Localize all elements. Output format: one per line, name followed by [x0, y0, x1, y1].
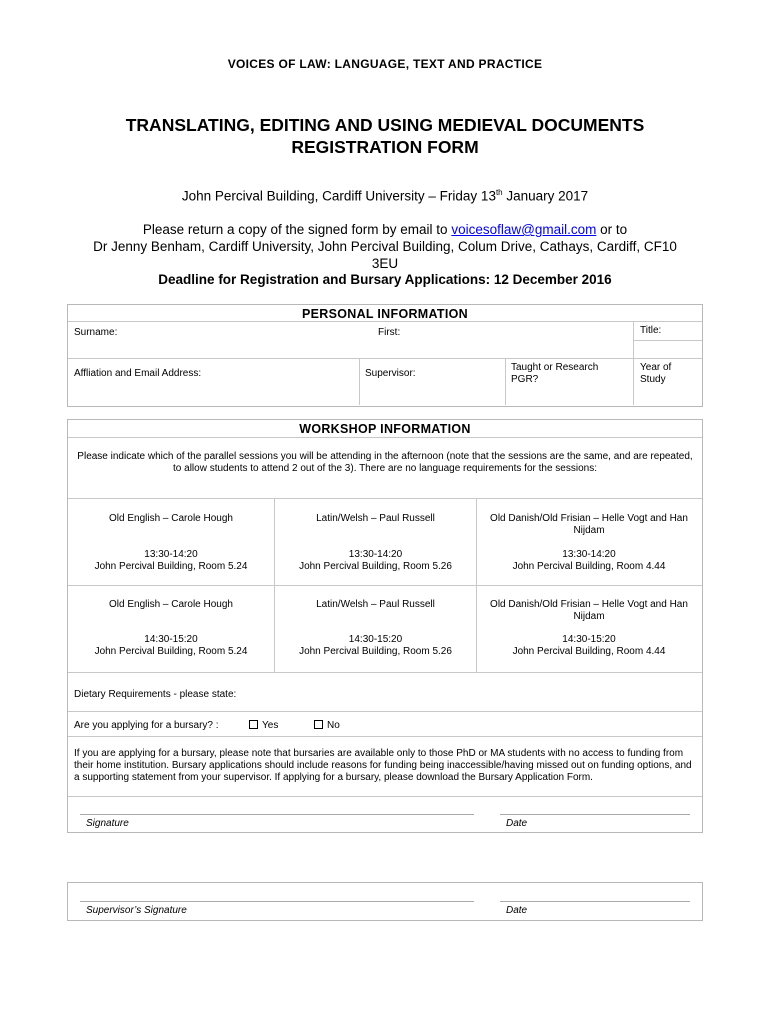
session-time: 14:30-15:20: [562, 634, 616, 645]
year-label-1: Year of: [640, 362, 672, 373]
session-cell[interactable]: [68, 599, 274, 658]
supervisor-signature-field[interactable]: Supervisor’s Signature: [86, 905, 187, 916]
divider: [505, 359, 506, 405]
date-field[interactable]: Date: [506, 818, 528, 829]
intro-line-2: to allow students to attend 2 out of the 3). There are no language requirements for the sessions:: [173, 463, 597, 474]
session-cell[interactable]: [482, 599, 696, 658]
bursary-note: [74, 748, 698, 784]
session-cell[interactable]: [275, 599, 476, 658]
session-time: 14:30-15:20: [144, 634, 198, 645]
supervisor-date-field[interactable]: Date: [506, 905, 528, 916]
taught-or-research-field[interactable]: [511, 362, 598, 386]
session-time: 13:30-14:20: [562, 549, 616, 560]
divider: [68, 585, 702, 586]
divider: [68, 437, 702, 438]
bursary-question: Are you applying for a bursary? :: [74, 720, 219, 731]
session-title: Latin/Welsh – Paul Russell: [316, 599, 435, 610]
session-title: Old English – Carole Hough: [109, 513, 233, 524]
divider: [633, 322, 634, 405]
session-cell[interactable]: [275, 513, 476, 573]
session-room: John Percival Building, Room 4.44: [512, 646, 666, 657]
bursary-note-line-3: a supporting statement from your supervisor. If applying for a bursary, please download the Bursary Application Form.: [74, 772, 593, 783]
year-of-study-field[interactable]: [640, 362, 671, 386]
divider: [68, 672, 702, 673]
session-title: Old Danish/Old Frisian – Helle Vogt and Han Nijdam: [490, 599, 688, 622]
session-title: Old Danish/Old Frisian – Helle Vogt and Han Nijdam: [490, 513, 688, 536]
bursary-note-line-2: their home institution. Bursary applications should include reasons for funding being inaccessible/having missed out on funding options, and: [74, 760, 692, 771]
dietary-requirements-field[interactable]: Dietary Requirements - please state:: [74, 689, 237, 700]
venue-text: John Percival Building, Cardiff University – Friday 13: [181, 188, 496, 204]
session-title: Old English – Carole Hough: [109, 599, 233, 610]
session-cell[interactable]: [482, 513, 696, 573]
return-suffix: or to: [596, 222, 628, 237]
divider: [68, 711, 702, 712]
divider: [476, 499, 477, 672]
title-line-2: REGISTRATION FORM: [291, 137, 479, 157]
signature-line: [80, 814, 474, 815]
workshop-information-heading: WORKSHOP INFORMATION: [299, 422, 471, 436]
address-line-1: Dr Jenny Benham, Cardiff University, John Percival Building, Colum Drive, Cathays, Cardiff, CF10: [93, 239, 677, 254]
taught-label-1: Taught or Research: [511, 362, 599, 373]
session-room: John Percival Building, Room 5.26: [299, 561, 452, 572]
series-header: VOICES OF LAW: LANGUAGE, TEXT AND PRACTICE: [227, 57, 543, 71]
session-room: John Percival Building, Room 5.26: [299, 646, 452, 657]
supervisor-signature-line: [80, 901, 474, 902]
no-label: No: [327, 720, 340, 731]
document-title: [0, 114, 770, 158]
address-line-2: 3EU: [371, 256, 399, 271]
bursary-yes-option[interactable]: [249, 720, 278, 732]
session-room: John Percival Building, Room 4.44: [512, 561, 666, 572]
intro-line-1: Please indicate which of the parallel sessions you will be attending in the afternoon (note that the sessions are the same, and are repeated,: [77, 451, 693, 462]
affiliation-email-field[interactable]: Affliation and Email Address:: [74, 368, 202, 379]
divider: [68, 796, 702, 797]
checkbox-icon: [249, 720, 258, 729]
bursary-note-line-1: If you are applying for a bursary, please note that bursaries are available only to those PhD or MA students with no access to funding from: [74, 748, 684, 759]
signature-field[interactable]: Signature: [86, 818, 129, 829]
title-field[interactable]: Title:: [640, 325, 662, 336]
date-line: [500, 814, 690, 815]
title-line-1: TRANSLATING, EDITING AND USING MEDIEVAL DOCUMENTS: [125, 115, 645, 135]
personal-information-heading: PERSONAL INFORMATION: [302, 307, 468, 321]
divider: [68, 358, 702, 359]
session-time: 13:30-14:20: [144, 549, 198, 560]
divider: [68, 736, 702, 737]
workshop-intro: [68, 451, 702, 475]
session-cell[interactable]: [68, 513, 274, 573]
divider: [633, 340, 702, 341]
supervisor-field[interactable]: Supervisor:: [365, 368, 416, 379]
yes-label: Yes: [262, 720, 279, 731]
session-room: John Percival Building, Room 5.24: [94, 646, 248, 657]
divider: [68, 321, 702, 322]
email-link[interactable]: voicesoflaw@gmail.com: [451, 222, 597, 237]
session-room: John Percival Building, Room 5.24: [94, 561, 248, 572]
venue-text-end: January 2017: [502, 188, 589, 204]
first-name-field[interactable]: First:: [378, 327, 401, 338]
session-title: Latin/Welsh – Paul Russell: [316, 513, 435, 524]
checkbox-icon: [314, 720, 323, 729]
venue-superscript: th: [495, 188, 503, 197]
divider: [68, 498, 702, 499]
supervisor-date-line: [500, 901, 690, 902]
return-instructions: [0, 221, 770, 272]
event-venue: [0, 188, 770, 204]
return-prefix: Please return a copy of the signed form by email to: [142, 222, 452, 237]
bursary-no-option[interactable]: [314, 720, 340, 732]
taught-label-2: PGR?: [511, 374, 539, 385]
deadline-notice: Deadline for Registration and Bursary Applications: 12 December 2016: [158, 272, 612, 287]
surname-field[interactable]: Surname:: [74, 327, 118, 338]
divider: [359, 359, 360, 405]
year-label-2: Study: [640, 374, 666, 385]
session-time: 14:30-15:20: [348, 634, 403, 645]
session-time: 13:30-14:20: [348, 549, 403, 560]
